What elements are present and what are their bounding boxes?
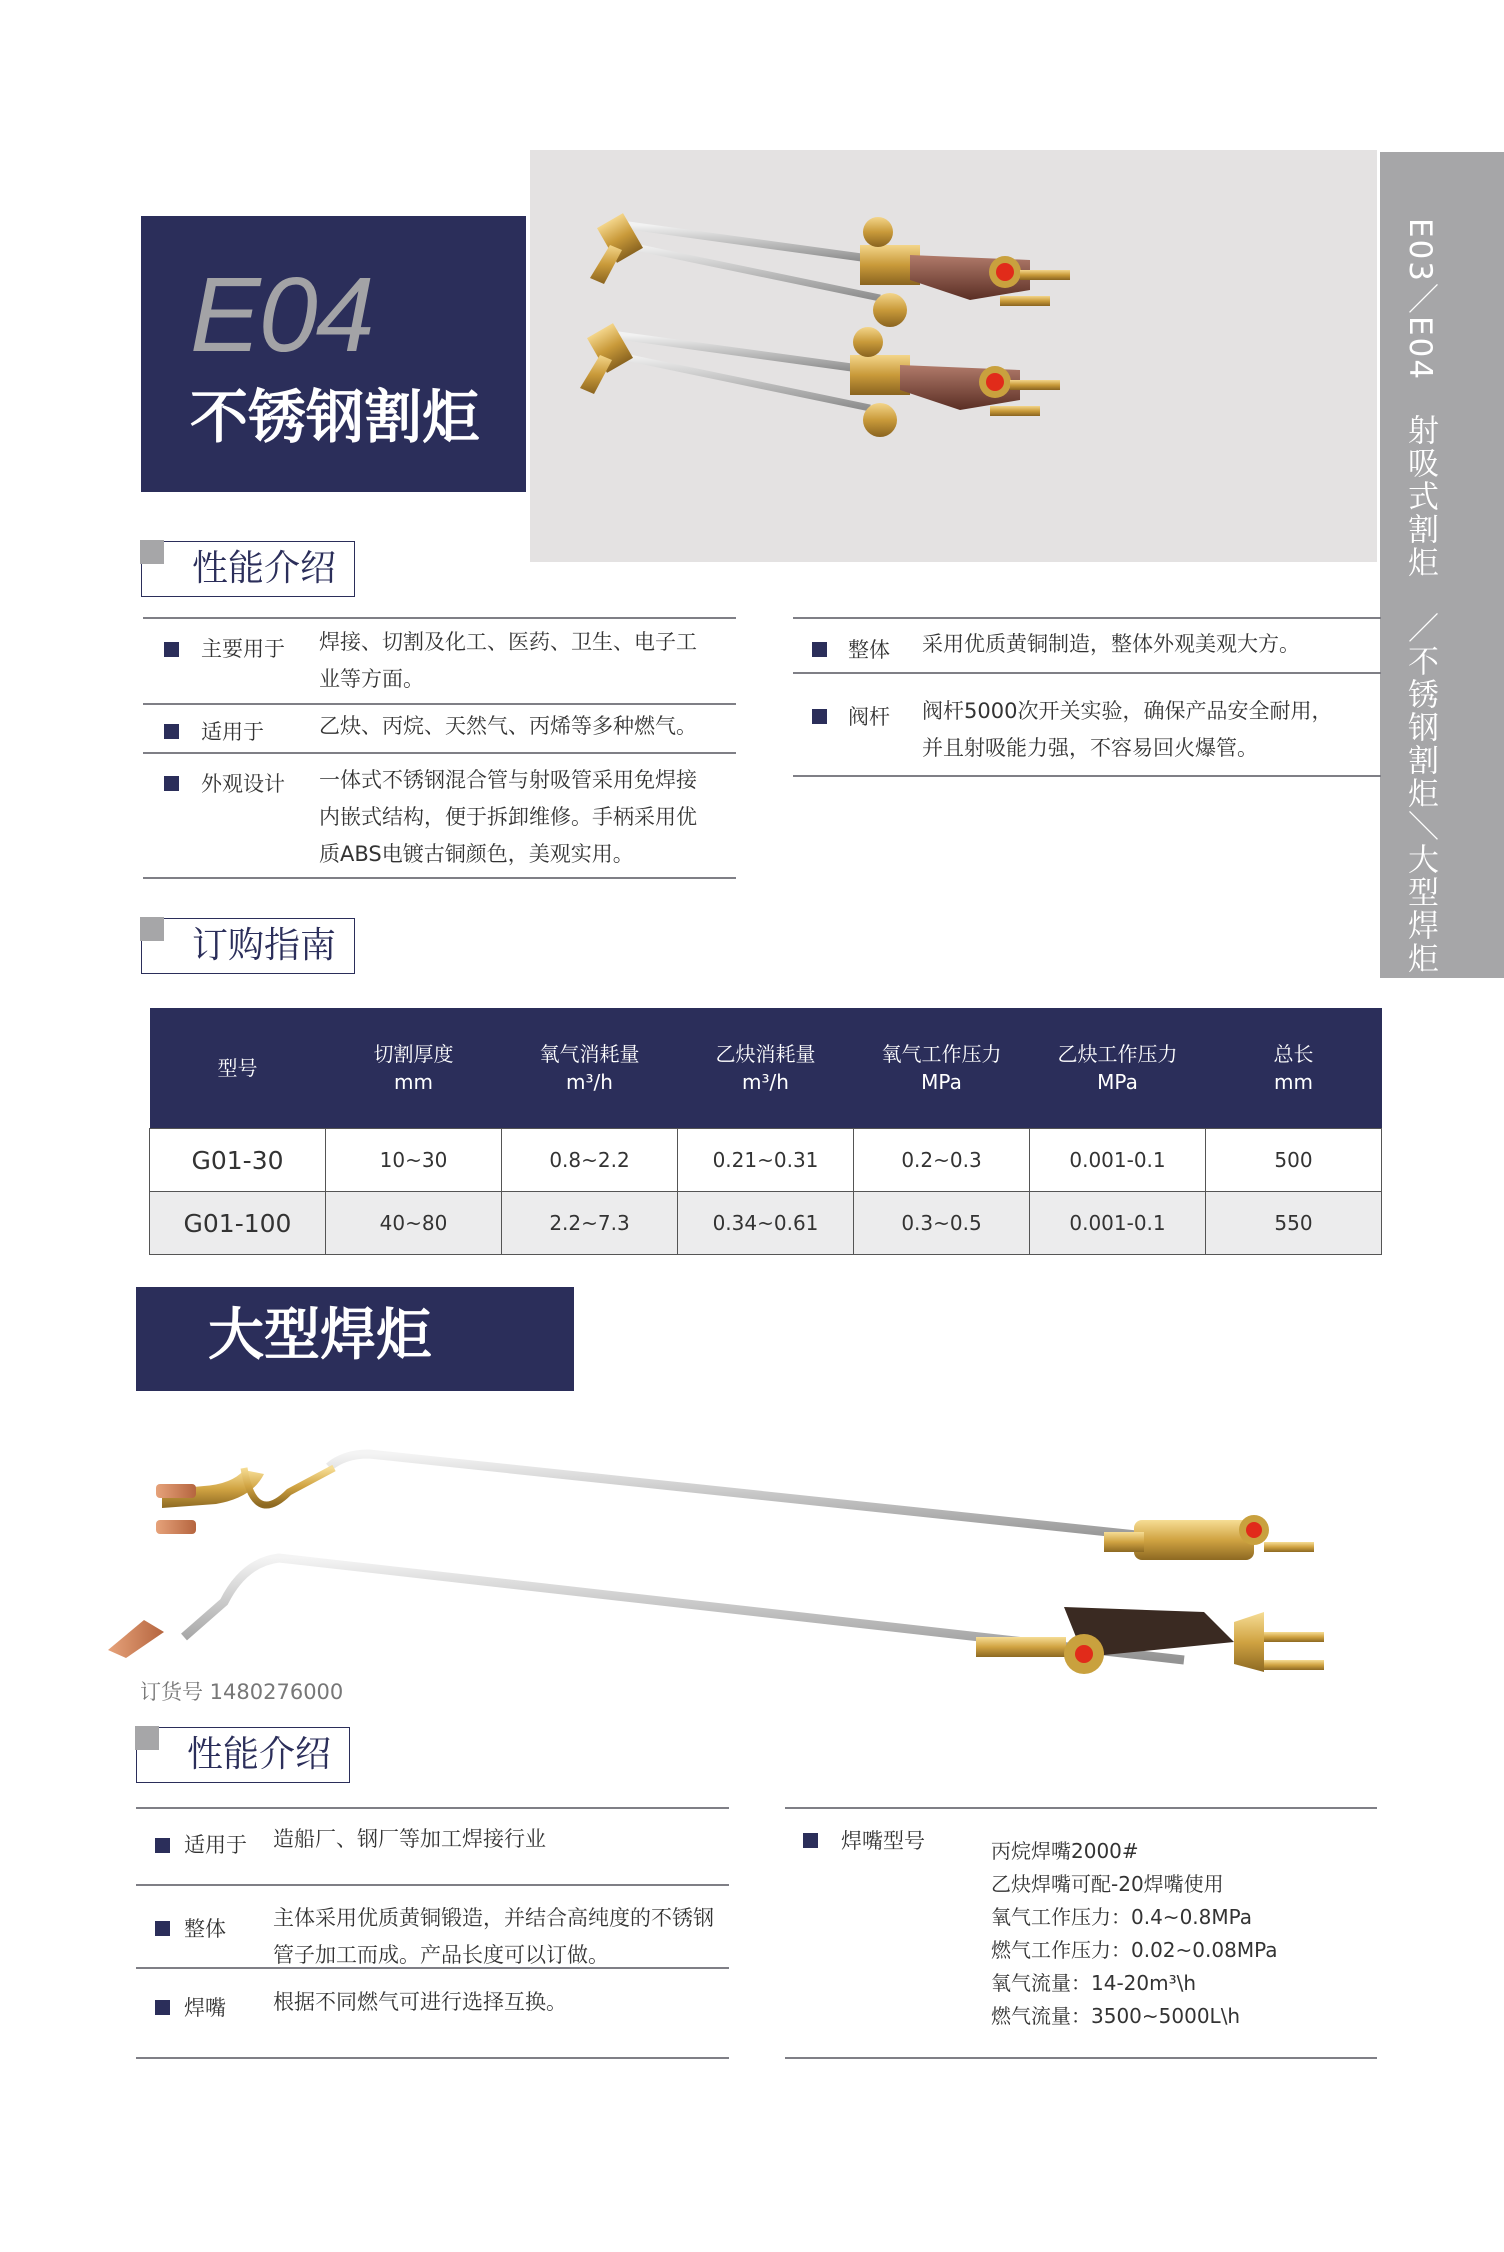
table-cell: 0.2~0.3 [854,1129,1030,1192]
nozzle-spec-line: 燃气工作压力：0.02~0.08MPa [991,1938,1278,1962]
feature-text: 乙炔、丙烷、天然气、丙烯等多种燃气。 [319,714,697,738]
table-cell: 0.3~0.5 [854,1192,1030,1255]
nozzle-spec-line: 氧气流量：14-20m³\h [991,1971,1197,1995]
table-cell: 0.001-0.1 [1030,1129,1206,1192]
nozzle-spec-line: 燃气流量：3500~5000L\h [991,2004,1241,2028]
feature-text: 一体式不锈钢混合管与射吸管采用免焊接内嵌式结构，便于拆卸维修。手柄采用优质ABS电镀古铜颜色，美观实用。 [319,768,697,866]
feature-text: 阀杆5000次开关实验，确保产品安全耐用，并且射吸能力强，不容易回火爆管。 [922,699,1333,760]
large-torch-title: 大型焊炬 [208,1303,432,1368]
table-row [150,1192,1382,1255]
table-cell: 0.34~0.61 [678,1192,854,1255]
column-header: 型号 [150,1008,326,1129]
table-cell: 40~80 [326,1192,502,1255]
cutting-torch-photo [530,150,1377,562]
column-header: 乙炔工作压力 MPa [1030,1008,1206,1129]
order-number: 订货号 1480276000 [140,1680,344,1704]
feature-label: 主要用于 [201,637,285,661]
feature-label: 外观设计 [201,772,285,796]
feature-label: 整体 [184,1917,226,1941]
column-header: 总长 mm [1206,1008,1382,1129]
feature-text: 焊接、切割及化工、医药、卫生、电子工业等方面。 [319,630,697,691]
category-sidebar-text: E03／E04 射吸式割炬 ／不锈钢割炬＼大型焊炬 [1402,218,1438,976]
column-header: 氧气消耗量 m³/h [502,1008,678,1129]
feature-label: 阀杆 [848,705,890,729]
table-header-row [150,1008,1382,1129]
feature-label: 适用于 [184,1833,247,1857]
nozzle-spec-line: 氧气工作压力：0.4~0.8MPa [991,1905,1253,1929]
product-name: 不锈钢割炬 [190,383,481,451]
table-row [150,1129,1382,1192]
table-cell: 0.001-0.1 [1030,1192,1206,1255]
table-cell: 10~30 [326,1129,502,1192]
table-cell: 0.21~0.31 [678,1129,854,1192]
table-cell: 0.8~2.2 [502,1129,678,1192]
order-spec-table [149,1008,1382,1255]
section-heading-performance-2: 性能介绍 [136,1727,350,1783]
section-heading-order-guide: 订购指南 [141,918,355,974]
feature-text: 根据不同燃气可进行选择互换。 [273,1990,567,2014]
feature-label: 焊嘴型号 [841,1829,925,1853]
table-cell: G01-30 [150,1129,326,1192]
feature-text: 采用优质黄铜制造，整体外观美观大方。 [922,632,1300,656]
table-cell: 550 [1206,1192,1382,1255]
section-heading-performance: 性能介绍 [141,541,355,597]
table-cell: 2.2~7.3 [502,1192,678,1255]
column-header: 氧气工作压力 MPa [854,1008,1030,1129]
column-header: 乙炔消耗量 m³/h [678,1008,854,1129]
feature-text: 主体采用优质黄铜锻造，并结合高纯度的不锈钢管子加工而成。产品长度可以订做。 [273,1906,714,1967]
table-cell: 500 [1206,1129,1382,1192]
feature-text: 造船厂、钢厂等加工焊接行业 [273,1827,546,1851]
column-header: 切割厚度 mm [326,1008,502,1129]
nozzle-spec-list [991,1835,1371,2033]
nozzle-spec-line: 丙烷焊嘴2000# [991,1839,1139,1863]
table-cell: G01-100 [150,1192,326,1255]
feature-label: 焊嘴 [184,1996,226,2020]
product-code: E04 [190,256,373,374]
feature-label: 适用于 [201,720,264,744]
feature-label: 整体 [848,638,890,662]
nozzle-spec-line: 乙炔焊嘴可配-20焊嘴使用 [991,1872,1224,1896]
